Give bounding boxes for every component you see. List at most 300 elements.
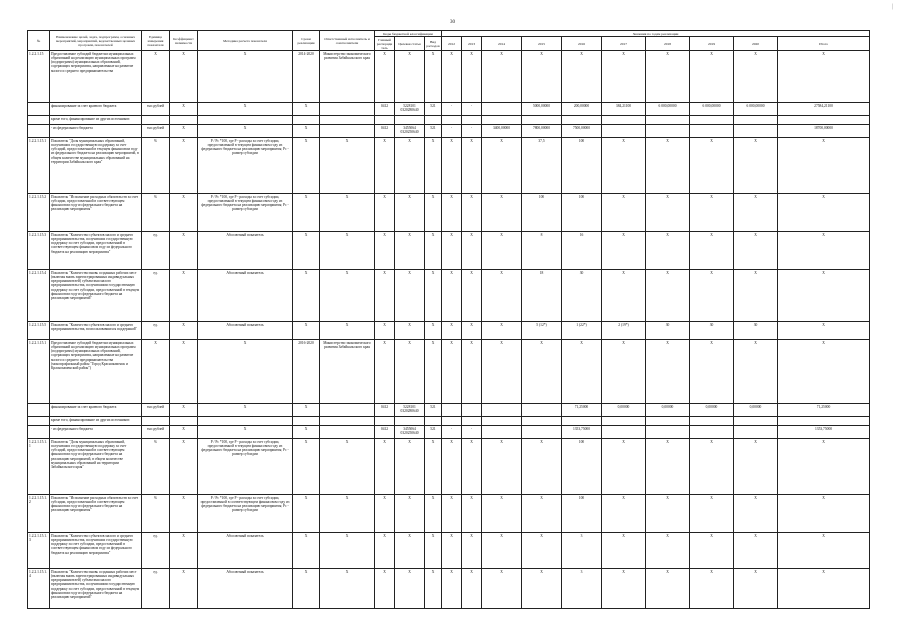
cell-coef: X — [170, 404, 198, 417]
cell-year-value — [482, 417, 522, 426]
cell-total: X — [778, 194, 870, 232]
cell-total: X — [778, 138, 870, 194]
cell-year-value: X — [522, 569, 562, 609]
cell-resp — [320, 404, 375, 417]
cell-num: 1.2.2.1.15.1.2 — [28, 495, 50, 533]
cell-year-value: X — [602, 340, 646, 404]
header-year: 2012 — [442, 37, 462, 51]
cell-total: 18700,00000 — [778, 125, 870, 138]
cell-year-value — [482, 103, 522, 116]
cell-year-value: X — [462, 232, 482, 270]
header-kbk: Целевая статья — [395, 37, 425, 51]
cell-year-value — [442, 116, 462, 125]
header-term: Сроки реализации — [293, 31, 320, 51]
cell-method: P / Pc *100, где P - расходы за счет субсидии, предоставленной в текущем финансовом году из федерального бюджета на реализацию мероприятия; Pc - размер субсидии — [198, 194, 293, 232]
cell-year-value: 0,00000 — [690, 404, 734, 417]
cell-year-value: - — [442, 426, 462, 439]
cell-year-value — [482, 404, 522, 417]
table-row — [28, 138, 870, 194]
cell-term: X — [293, 232, 320, 270]
cell-year-value: X — [690, 533, 734, 569]
cell-year-value: 100 — [522, 194, 562, 232]
cell-name: Показатель "Количество вновь созданных рабочих мест (включая вновь зарегистрированных индивидуальных предпринимателей) субъектами малого предпринимательства, получившими государственную поддержку за счет субсидии, предоставленной в текущем финансовом году из федерального бюджета на реализацию мероприятий" — [50, 569, 142, 609]
cell-year-value: X — [462, 51, 482, 103]
cell-unit: % — [142, 495, 170, 533]
cell-year-value: X — [602, 439, 646, 495]
cell-year-value: 200,00000 — [562, 103, 602, 116]
header-method: Методика расчета показателя — [198, 31, 293, 51]
header-year: 2014 — [482, 37, 522, 51]
cell-year-value: 7500,00000 — [562, 125, 602, 138]
cell-year-value — [646, 417, 690, 426]
cell-year-value: X — [482, 439, 522, 495]
cell-year-value: 1353,75000 — [562, 426, 602, 439]
cell-year-value: X — [602, 51, 646, 103]
cell-year-value: X — [646, 340, 690, 404]
cell-year-value — [734, 417, 778, 426]
cell-year-value — [602, 417, 646, 426]
cell-year-value: X — [734, 270, 778, 322]
cell-year-value: X — [690, 270, 734, 322]
cell-num: 1.2.2.1.15.3 — [28, 232, 50, 270]
cell-resp — [320, 426, 375, 439]
cell-term: X — [293, 103, 320, 116]
cell-term: X — [293, 270, 320, 322]
cell-year-value — [462, 404, 482, 417]
cell-year-value: X — [482, 194, 522, 232]
header-coef: Коэффициент значимости — [170, 31, 198, 51]
cell-total: X — [778, 495, 870, 533]
cell-method: P / Pc *100, где P - расходы за счет субсидии, предоставленной в соответствующем финансовом году из федерального бюджета на реализацию мероприятия; Pc - размер субсидии — [198, 495, 293, 533]
header-name: Наименование целей, задач, подпрограмм, основных мероприятий, мероприятий, ведомственных целевых программ, показателей — [50, 31, 142, 51]
cell-year-value: 100 — [562, 495, 602, 533]
cell-resp: X — [320, 194, 375, 232]
cell-kbk: X — [395, 270, 425, 322]
cell-year-value: X — [462, 533, 482, 569]
cell-year-value: X — [522, 495, 562, 533]
cell-year-value: X — [602, 495, 646, 533]
cell-num — [28, 116, 50, 125]
table-row — [28, 495, 870, 533]
cell-total: 1353,75000 — [778, 426, 870, 439]
cell-kbk: 3455064 0320250640 — [395, 125, 425, 138]
cell-year-value: X — [482, 569, 522, 609]
cell-year-value — [522, 116, 562, 125]
cell-name: Показатель "Исполнение расходных обязательств за счет субсидии, предоставленной в соответствующем финансовом году из федерального бюджета на реализацию мероприятия" — [50, 194, 142, 232]
cell-year-value — [442, 404, 462, 417]
cell-year-value: X — [734, 533, 778, 569]
cell-kbk: X — [395, 569, 425, 609]
cell-coef: X — [170, 194, 198, 232]
cell-name: Показатель "Исполнение расходных обязательств за счет субсидии, предоставленной в соответствующем финансовом году из федерального бюджета на реализацию мероприятия" — [50, 495, 142, 533]
cell-year-value — [442, 417, 462, 426]
cell-name: Показатель "Количество вновь созданных рабочих мест (включая вновь зарегистрированных индивидуальных предпринимателей) субъектами малого предпринимательства, получившими государственную поддержку за счет субсидии, предоставленной в текущем финансовом году из федерального бюджета на реализацию мероприятий" — [50, 270, 142, 322]
table-row — [28, 439, 870, 495]
cell-unit: тыс.рублей — [142, 426, 170, 439]
cell-method: X — [198, 404, 293, 417]
cell-name: Показатель "Доля муниципальных образований, получивших государственную поддержку за счет субсидий, предоставленной в соответствующем финансовом году из федерального бюджета на реализацию мероприятий, в общем количестве муниципальных образований на территории Забайкальского края" — [50, 439, 142, 495]
cell-year-value: X — [602, 232, 646, 270]
cell-kbk: X — [395, 533, 425, 569]
cell-year-value: 71,25000 — [562, 404, 602, 417]
table-row — [28, 404, 870, 417]
cell-year-value — [690, 116, 734, 125]
cell-year-value: 0,00000 — [646, 404, 690, 417]
table-row — [28, 270, 870, 322]
cell-year-value — [734, 125, 778, 138]
cell-kbk: X — [395, 194, 425, 232]
cell-vr: 521 — [425, 103, 442, 116]
cell-grbs: X — [375, 495, 395, 533]
cell-year-value: X — [646, 533, 690, 569]
header-year: 2020 — [734, 37, 778, 51]
cell-resp — [320, 103, 375, 116]
cell-year-value: 100 — [562, 194, 602, 232]
cell-coef — [170, 116, 198, 125]
cell-kbk: X — [395, 51, 425, 103]
cell-year-value: X — [690, 194, 734, 232]
cell-year-value: X — [602, 569, 646, 609]
cell-term — [293, 116, 320, 125]
cell-year-value: 1 (22*) — [562, 322, 602, 340]
cell-total: X — [778, 232, 870, 270]
cell-name: Показатель "Доля муниципальных образований, получивших государственную поддержку за счет субсидий, предоставленной в текущем финансовом году из федерального бюджета на реализацию мероприятий, в общем количестве муниципальных образований на территории Забайкальского края" — [50, 138, 142, 194]
cell-year-value: 3 — [562, 569, 602, 609]
header-num: № — [28, 31, 50, 51]
cell-grbs: X — [375, 569, 395, 609]
header-vr: Вид расходов — [425, 37, 442, 51]
cell-name: кроме того, финансирование из других источников: — [50, 417, 142, 426]
cell-unit: % — [142, 194, 170, 232]
cell-unit: тыс.рублей — [142, 103, 170, 116]
cell-unit: % — [142, 138, 170, 194]
cell-year-value: X — [462, 569, 482, 609]
cell-method: Абсолютный показатель — [198, 270, 293, 322]
cell-resp: X — [320, 322, 375, 340]
cell-method: X — [198, 426, 293, 439]
cell-year-value: X — [462, 138, 482, 194]
cell-vr: X — [425, 533, 442, 569]
cell-year-value: 2 (19*) — [602, 322, 646, 340]
cell-grbs — [375, 116, 395, 125]
cell-vr: X — [425, 495, 442, 533]
cell-name: - из федерального бюджета — [50, 125, 142, 138]
table-row — [28, 340, 870, 404]
cell-term: X — [293, 439, 320, 495]
cell-year-value: X — [442, 194, 462, 232]
table-row — [28, 103, 870, 116]
cell-num: 1.2.2.1.15.1.1 — [28, 439, 50, 495]
cell-year-value: X — [646, 439, 690, 495]
cell-unit — [142, 417, 170, 426]
cell-total: X — [778, 270, 870, 322]
cell-total: X — [778, 51, 870, 103]
cell-grbs: X — [375, 138, 395, 194]
cell-kbk — [395, 417, 425, 426]
cell-year-value — [462, 116, 482, 125]
cell-unit: X — [142, 51, 170, 103]
cell-name: - из федерального бюджета — [50, 426, 142, 439]
cell-kbk: X — [395, 340, 425, 404]
cell-year-value: - — [462, 426, 482, 439]
cell-year-value: X — [734, 439, 778, 495]
cell-grbs: X — [375, 340, 395, 404]
cell-total: X — [778, 569, 870, 609]
cell-term: X — [293, 426, 320, 439]
cell-grbs: 0412 — [375, 426, 395, 439]
cell-num: 1.2.2.1.15.1.4 — [28, 569, 50, 609]
cell-resp: X — [320, 232, 375, 270]
cell-coef: X — [170, 340, 198, 404]
cell-coef: X — [170, 51, 198, 103]
cell-method: X — [198, 51, 293, 103]
cell-term: X — [293, 125, 320, 138]
header-year: 2013 — [462, 37, 482, 51]
cell-year-value: - — [462, 103, 482, 116]
cell-year-value — [562, 417, 602, 426]
cell-coef: X — [170, 569, 198, 609]
cell-year-value: X — [442, 569, 462, 609]
cell-year-value: X — [482, 138, 522, 194]
cell-year-value: X — [462, 322, 482, 340]
cell-year-value: 0,00000 — [734, 404, 778, 417]
cell-year-value: X — [462, 194, 482, 232]
cell-grbs: X — [375, 51, 395, 103]
table-row — [28, 569, 870, 609]
cell-year-value: - — [442, 103, 462, 116]
cell-kbk: X — [395, 232, 425, 270]
cell-year-value: X — [482, 232, 522, 270]
cell-method — [198, 116, 293, 125]
cell-resp — [320, 417, 375, 426]
cell-year-value — [482, 116, 522, 125]
header-year: 2016 — [562, 37, 602, 51]
cell-resp: X — [320, 439, 375, 495]
cell-name: Показатель "Количество субъектов малого и среднего предпринимательства, воспользовавшихся поддержкой" — [50, 322, 142, 340]
cell-year-value: X — [442, 322, 462, 340]
cell-year-value: X — [442, 533, 462, 569]
cell-method: X — [198, 103, 293, 116]
cell-year-value: 5000,00000 — [522, 103, 562, 116]
header-year: 2019 — [690, 37, 734, 51]
cell-year-value: 3400,00000 — [482, 125, 522, 138]
cell-vr: X — [425, 138, 442, 194]
table-row — [28, 417, 870, 426]
cell-year-value: X — [734, 569, 778, 609]
cell-vr — [425, 116, 442, 125]
cell-name: Предоставление субсидий бюджетам муниципальных образований на реализацию муниципальных программ (подпрограмм) муниципальных образований, содержащих мероприятия, направленные на развитие малого и среднего предпринимательства (монопрофильный район "Город Краснокаменск и Краснокаменский район") — [50, 340, 142, 404]
cell-year-value: 100 — [562, 138, 602, 194]
cell-year-value: 5 (12*) — [522, 322, 562, 340]
cell-total: X — [778, 439, 870, 495]
cell-kbk: 5228101 0320280640 — [395, 404, 425, 417]
cell-term: 2014-2020 — [293, 51, 320, 103]
cell-year-value: - — [442, 125, 462, 138]
table-row — [28, 322, 870, 340]
cell-year-value: X — [734, 51, 778, 103]
cell-num — [28, 426, 50, 439]
cell-year-value: - — [462, 125, 482, 138]
cell-term: X — [293, 533, 320, 569]
cell-year-value — [482, 426, 522, 439]
cell-grbs: X — [375, 194, 395, 232]
cell-vr: X — [425, 569, 442, 609]
table-row — [28, 51, 870, 103]
cell-grbs — [375, 417, 395, 426]
cell-year-value: X — [602, 270, 646, 322]
cell-term: X — [293, 138, 320, 194]
cell-unit: ед. — [142, 232, 170, 270]
cell-name: финансирование за счет краевого бюджета — [50, 103, 142, 116]
cell-resp: X — [320, 270, 375, 322]
cell-term: X — [293, 404, 320, 417]
cell-vr: X — [425, 340, 442, 404]
cell-term: X — [293, 322, 320, 340]
cell-resp: X — [320, 495, 375, 533]
cell-total: 71,25000 — [778, 404, 870, 417]
cell-year-value: X — [646, 51, 690, 103]
cell-year-value: X — [602, 533, 646, 569]
cell-num — [28, 125, 50, 138]
cell-coef: X — [170, 439, 198, 495]
cell-method: X — [198, 340, 293, 404]
cell-name: Показатель "Количество субъектов малого и среднего предпринимательства, получивших государственную поддержку за счет субсидии, предоставленной в соответствующем финансовом году из федерального бюджета на реализацию мероприятия" — [50, 232, 142, 270]
cell-year-value — [522, 404, 562, 417]
cell-year-value: 18 — [522, 270, 562, 322]
table-row — [28, 194, 870, 232]
cell-year-value: X — [646, 138, 690, 194]
cell-resp: X — [320, 569, 375, 609]
cell-year-value — [522, 426, 562, 439]
cell-name: Показатель "Количество субъектов малого и среднего предпринимательства, получивших государственную поддержку за счет субсидии, предоставленной в соответствующем финансовом году из федерального бюджета на реализацию мероприятия" — [50, 533, 142, 569]
cell-year-value — [646, 116, 690, 125]
cell-coef: X — [170, 232, 198, 270]
cell-year-value: X — [646, 270, 690, 322]
cell-unit: % — [142, 439, 170, 495]
cell-year-value: 0,00000 — [602, 404, 646, 417]
cell-resp: Министерство экономического развития Забайкальского края — [320, 340, 375, 404]
table-row — [28, 232, 870, 270]
cell-grbs: 0412 — [375, 103, 395, 116]
header-total: Итого — [778, 37, 870, 51]
cell-year-value: 6 000,00000 — [646, 103, 690, 116]
cell-method: P / Pc *100, где P - расходы за счет субсидии, предоставленной в текущем финансовом году из федерального бюджета на реализацию мероприятия; Pc - размер субсидии — [198, 138, 293, 194]
cell-unit: ед. — [142, 322, 170, 340]
cell-total: X — [778, 533, 870, 569]
cell-year-value: X — [646, 569, 690, 609]
cell-year-value: X — [690, 51, 734, 103]
cell-year-value: X — [482, 533, 522, 569]
cell-year-value: X — [602, 194, 646, 232]
cell-kbk: 3455064 0320250640 — [395, 426, 425, 439]
cell-year-value: 384,21100 — [602, 103, 646, 116]
cell-total: X — [778, 340, 870, 404]
cell-unit: ед. — [142, 569, 170, 609]
cell-year-value: X — [646, 194, 690, 232]
cell-term: X — [293, 495, 320, 533]
cell-coef: X — [170, 426, 198, 439]
cell-vr: X — [425, 270, 442, 322]
cell-grbs: 0412 — [375, 125, 395, 138]
cell-year-value — [690, 426, 734, 439]
cell-num: 1.2.2.1.15.5 — [28, 322, 50, 340]
table-row — [28, 533, 870, 569]
cell-year-value: X — [442, 138, 462, 194]
cell-unit: ед. — [142, 533, 170, 569]
cell-unit: тыс.рублей — [142, 125, 170, 138]
cell-year-value: 7800,00000 — [522, 125, 562, 138]
cell-vr: X — [425, 439, 442, 495]
header-values: Значения по годам реализации — [442, 31, 870, 37]
cell-method: Абсолютный показатель — [198, 533, 293, 569]
cell-coef: X — [170, 322, 198, 340]
cell-year-value: X — [734, 138, 778, 194]
cell-year-value: 30 — [690, 322, 734, 340]
header-unit: Единица измерения показателя — [142, 31, 170, 51]
cell-coef: X — [170, 125, 198, 138]
cell-grbs: 0412 — [375, 404, 395, 417]
cell-year-value — [646, 426, 690, 439]
cell-unit: тыс.рублей — [142, 404, 170, 417]
cell-year-value: X — [442, 495, 462, 533]
cell-year-value: 16 — [562, 232, 602, 270]
cell-kbk: 5228101 0320280640 — [395, 103, 425, 116]
cell-vr: X — [425, 322, 442, 340]
cell-method: P / Pc *100, где P - расходы за счет субсидии, предоставленной в текущем финансовом году из федерального бюджета на реализацию мероприятия; Pc - размер субсидии — [198, 439, 293, 495]
cell-vr: X — [425, 194, 442, 232]
cell-year-value — [462, 417, 482, 426]
cell-unit: ед. — [142, 270, 170, 322]
cell-year-value: X — [522, 340, 562, 404]
cell-year-value: X — [442, 232, 462, 270]
cell-year-value — [602, 116, 646, 125]
cell-unit — [142, 116, 170, 125]
cell-year-value: X — [462, 439, 482, 495]
cell-method — [198, 417, 293, 426]
cell-year-value: X — [522, 533, 562, 569]
cell-year-value — [734, 426, 778, 439]
cell-year-value: X — [462, 340, 482, 404]
cell-grbs: X — [375, 533, 395, 569]
cell-year-value — [602, 426, 646, 439]
cell-term: X — [293, 569, 320, 609]
cell-name: кроме того, финансирование из других источников: — [50, 116, 142, 125]
cell-num — [28, 404, 50, 417]
cell-year-value: X — [522, 51, 562, 103]
cell-name: финансирование за счет краевого бюджета — [50, 404, 142, 417]
cell-coef: X — [170, 495, 198, 533]
cell-coef: X — [170, 533, 198, 569]
cell-num: 1.2.2.1.15 — [28, 51, 50, 103]
cell-year-value: X — [690, 569, 734, 609]
cell-year-value — [690, 417, 734, 426]
cell-year-value: 8 — [522, 232, 562, 270]
cell-year-value: X — [646, 495, 690, 533]
cell-kbk — [395, 116, 425, 125]
cell-year-value — [602, 125, 646, 138]
header-year: 2018 — [646, 37, 690, 51]
cell-year-value: X — [690, 495, 734, 533]
cell-grbs: X — [375, 322, 395, 340]
table-row — [28, 116, 870, 125]
cell-resp: X — [320, 138, 375, 194]
cell-total: X — [778, 322, 870, 340]
cell-year-value: 30 — [734, 322, 778, 340]
cell-year-value: X — [442, 270, 462, 322]
cell-year-value: X — [690, 439, 734, 495]
cell-total — [778, 116, 870, 125]
cell-term — [293, 417, 320, 426]
